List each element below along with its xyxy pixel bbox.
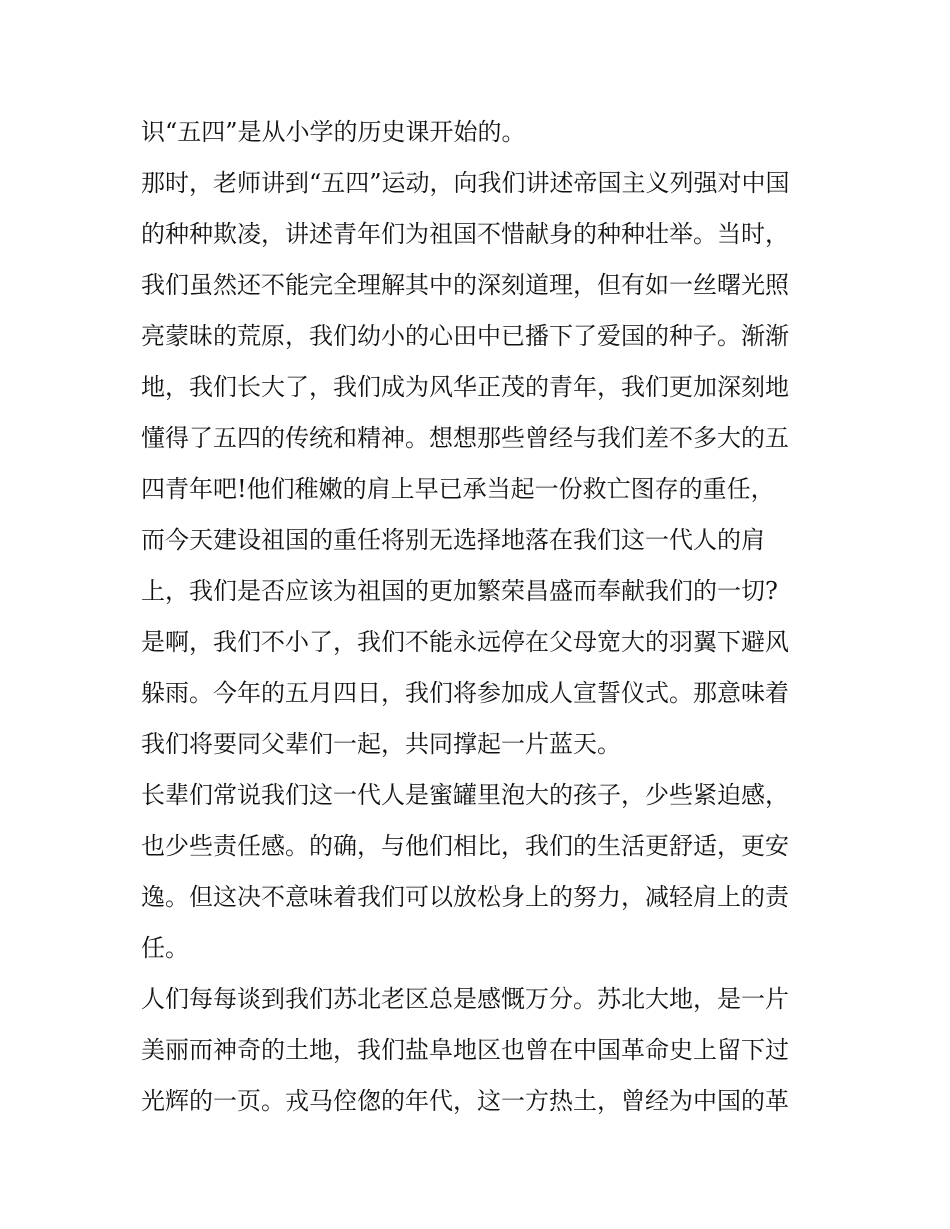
text-line-3: 的种种欺凌，讲述青年们为祖国不惜献身的种种壮举。当时， (141, 220, 789, 248)
text-line-6: 地，我们长大了，我们成为风华正茂的青年，我们更加深刻地 (141, 373, 789, 401)
text-line-11: 是啊，我们不小了，我们不能永远停在父母宽大的羽翼下避风 (141, 628, 789, 656)
text-line-20: 光辉的一页。戎马倥偬的年代，这一方热土，曾经为中国的革 (141, 1087, 789, 1115)
text-line-17: 任。 (141, 934, 189, 962)
text-line-7: 懂得了五四的传统和精神。想想那些曾经与我们差不多大的五 (141, 424, 789, 452)
text-line-9: 而今天建设祖国的重任将别无选择地落在我们这一代人的肩 (141, 526, 765, 554)
text-line-4: 我们虽然还不能完全理解其中的深刻道理，但有如一丝曙光照 (141, 271, 789, 299)
text-line-16: 逸。但这决不意味着我们可以放松身上的努力，减轻肩上的责 (141, 883, 789, 911)
text-line-2: 那时，老师讲到“五四”运动，向我们讲述帝国主义列强对中国 (141, 169, 790, 197)
text-line-13: 我们将要同父辈们一起，共同撑起一片蓝天。 (141, 730, 621, 758)
document-body (141, 107, 821, 1127)
text-line-15: 也少些责任感。的确，与他们相比，我们的生活更舒适，更安 (141, 832, 789, 860)
text-line-12: 躲雨。今年的五月四日，我们将参加成人宣誓仪式。那意味着 (141, 679, 789, 707)
text-line-18: 人们每每谈到我们苏北老区总是感慨万分。苏北大地，是一片 (141, 985, 789, 1013)
text-line-10: 上，我们是否应该为祖国的更加繁荣昌盛而奉献我们的一切? (141, 577, 778, 605)
text-line-14: 长辈们常说我们这一代人是蜜罐里泡大的孩子，少些紧迫感， (141, 781, 789, 809)
text-line-8: 四青年吧!他们稚嫩的肩上早已承当起一份救亡图存的重任， (141, 475, 775, 503)
text-line-19: 美丽而神奇的土地，我们盐阜地区也曾在中国革命史上留下过 (141, 1036, 789, 1064)
text-line-5: 亮蒙昧的荒原，我们幼小的心田中已播下了爱国的种子。渐渐 (141, 322, 789, 350)
text-line-1: 识“五四”是从小学的历史课开始的。 (141, 118, 526, 146)
